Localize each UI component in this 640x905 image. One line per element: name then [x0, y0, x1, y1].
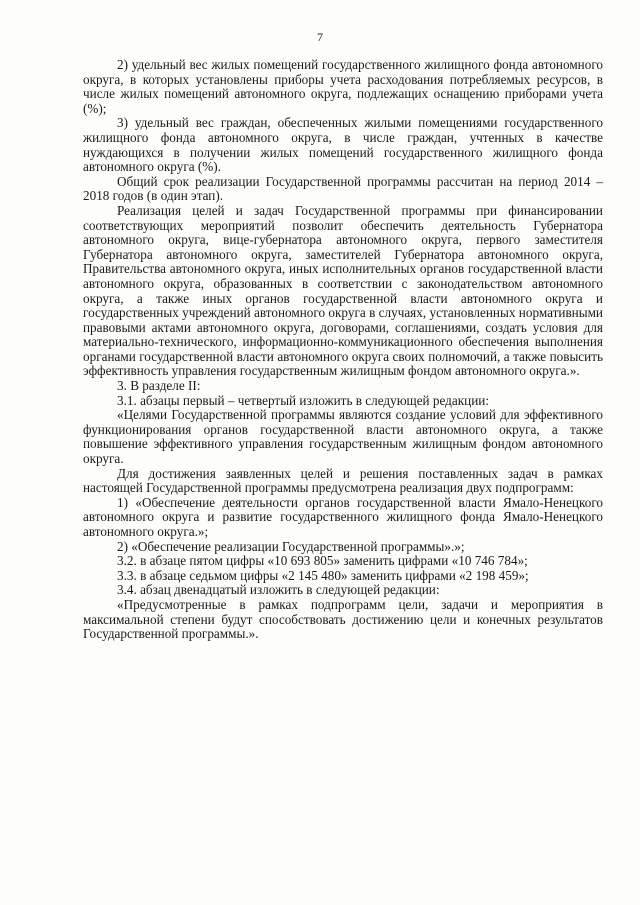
paragraph-indicator-2: 2) удельный вес жилых помещений государственного жилищного фонда автономного округа, в которых установлены приборы учета расходования потребляемых ресурсов, в числе жилых помещений автономного округа, подлежащих оснащению приборами учета (%); [83, 57, 603, 116]
paragraph-section-2: 3. В разделе II: [117, 378, 201, 394]
paragraph-goals-realization: Реализация целей и задач Государственной программы при финансировании соответствующих мероприятий позволит обеспечить деятельность Губернатора автономного округа, вице-губернатора автономного округа, первого заместителя Губернатора автономного округа, заместителей Губернатора автономного округа, Правительства автономного округа, иных исполнительных органов государственной власти автономного округа, образованных в соответствии с законодательством автономного округа, а также иных органов государственной власти автономного округа и государственных учреждений автономного округа в случаях, установленных нормативными правовыми актами автономного округа, договорами, соглашениями, создать условия для материально-технического, информационно-коммуникационного обеспечения выполнения органами государственной власти автономного округа своих полномочий, а также повысить эффективность управления государственным жилищным фондом автономного округа.». [83, 202, 603, 379]
paragraph-item-3-2: 3.2. в абзаце пятом цифры «10 693 805» заменить цифрами «10 746 784»; [117, 553, 528, 569]
paragraph-program-term: Общий срок реализации Государственной программы рассчитан на период 2014 – 2018 годов (в один этап). [83, 173, 603, 204]
paragraph-item-3-3: 3.3. в абзаце седьмом цифры «2 145 480» заменить цифрами «2 198 459»; [117, 567, 529, 583]
page-number: 7 [317, 30, 323, 44]
paragraph-indicator-3: 3) удельный вес граждан, обеспеченных жилыми помещениями государственного жилищного фонда автономного округа, в числе граждан, учтенных в качестве нуждающихся в получении жилых помещений государственного жилищного фонда автономного округа (%). [83, 115, 603, 175]
paragraph-subprogram-2: 2) «Обеспечение реализации Государственной программы».»; [117, 538, 465, 554]
paragraph-item-3-1: 3.1. абзацы первый – четвертый изложить в следующей редакции: [117, 392, 489, 408]
document-body [83, 58, 603, 642]
paragraph-subprogram-1: 1) «Обеспечение деятельности органов государственной власти Ямало-Ненецкого автономного округа и развитие государственного жилищного фонда Ямало-Ненецкого автономного округа.»; [83, 494, 603, 539]
paragraph-goals-quote: «Целями Государственной программы являются создание условий для эффективного функционирования органов государственной власти автономного округа, а также повышение эффективного управления государственным жилищным фондом автономного округа. [83, 407, 603, 467]
paragraph-subprograms-intro: Для достижения заявленных целей и решения поставленных задач в рамках настоящей Государственной программы предусмотрена реализация двух подпрограмм: [83, 465, 603, 496]
paragraph-item-3-4: 3.4. абзац двенадцатый изложить в следующей редакции: [117, 582, 440, 598]
paragraph-final-quote: «Предусмотренные в рамках подпрограмм цели, задачи и мероприятия в максимальной степени будут способствовать достижению цели и конечных результатов Государственной программы.». [83, 596, 603, 642]
